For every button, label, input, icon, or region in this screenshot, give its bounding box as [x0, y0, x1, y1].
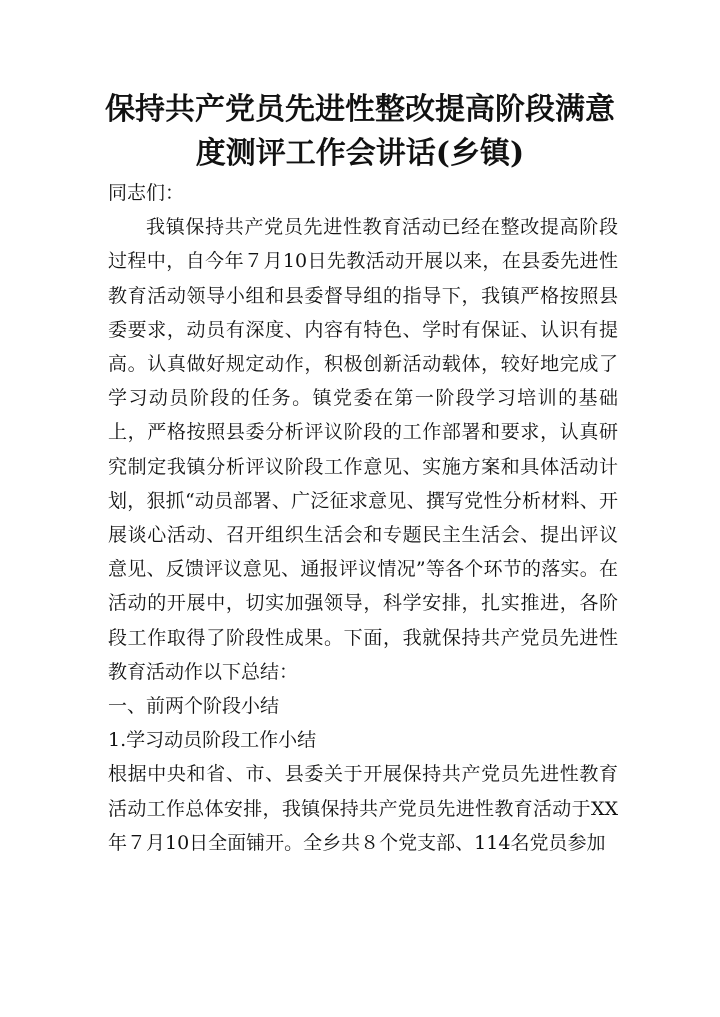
salutation: 同志们：: [108, 182, 185, 204]
section-heading-1: 一、前两个阶段小结: [108, 695, 280, 718]
paragraph-summary: 根据中央和省、市、县委关于开展保持共产党员先进性教育活动工作总体安排，我镇保持共产党员先进性教育活动于XX年７月10日全面铺开。全乡共８个党支部、114名党员参加: [108, 763, 618, 854]
document-body: [108, 176, 618, 860]
paragraph-intro: 我镇保持共产党员先进性教育活动已经在整改提高阶段过程中，自今年７月10日先教活动开展以来，在县委先进性教育活动领导小组和县委督导组的指导下，我镇严格按照县委要求，动员有深度、内容有特色、学时有保证、认识有提高。认真做好规定动作，积极创新活动载体，较好地完成了学习动员阶段的任务。镇党委在第一阶段学习培训的基础上，严格按照县委分析评议阶段的工作部署和要求，认真研究制定我镇分析评议阶段工作意见、实施方案和具体活动计划，狠抓“动员部署、广泛征求意见、撰写党性分析材料、开展谈心活动、召开组织生活会和专题民主生活会、提出评议意见、反馈评议意见、通报评议情况”等各个环节的落实。在活动的开展中，切实加强领导，科学安排，扎实推进，各阶段工作取得了阶段性成果。下面，我就保持共产党员先进性教育活动作以下总结：: [108, 216, 618, 683]
subsection-heading-1: 1.学习动员阶段工作小结: [108, 729, 317, 752]
document-title: 保持共产党员先进性整改提高阶段满意度测评工作会讲话(乡镇): [105, 92, 615, 171]
